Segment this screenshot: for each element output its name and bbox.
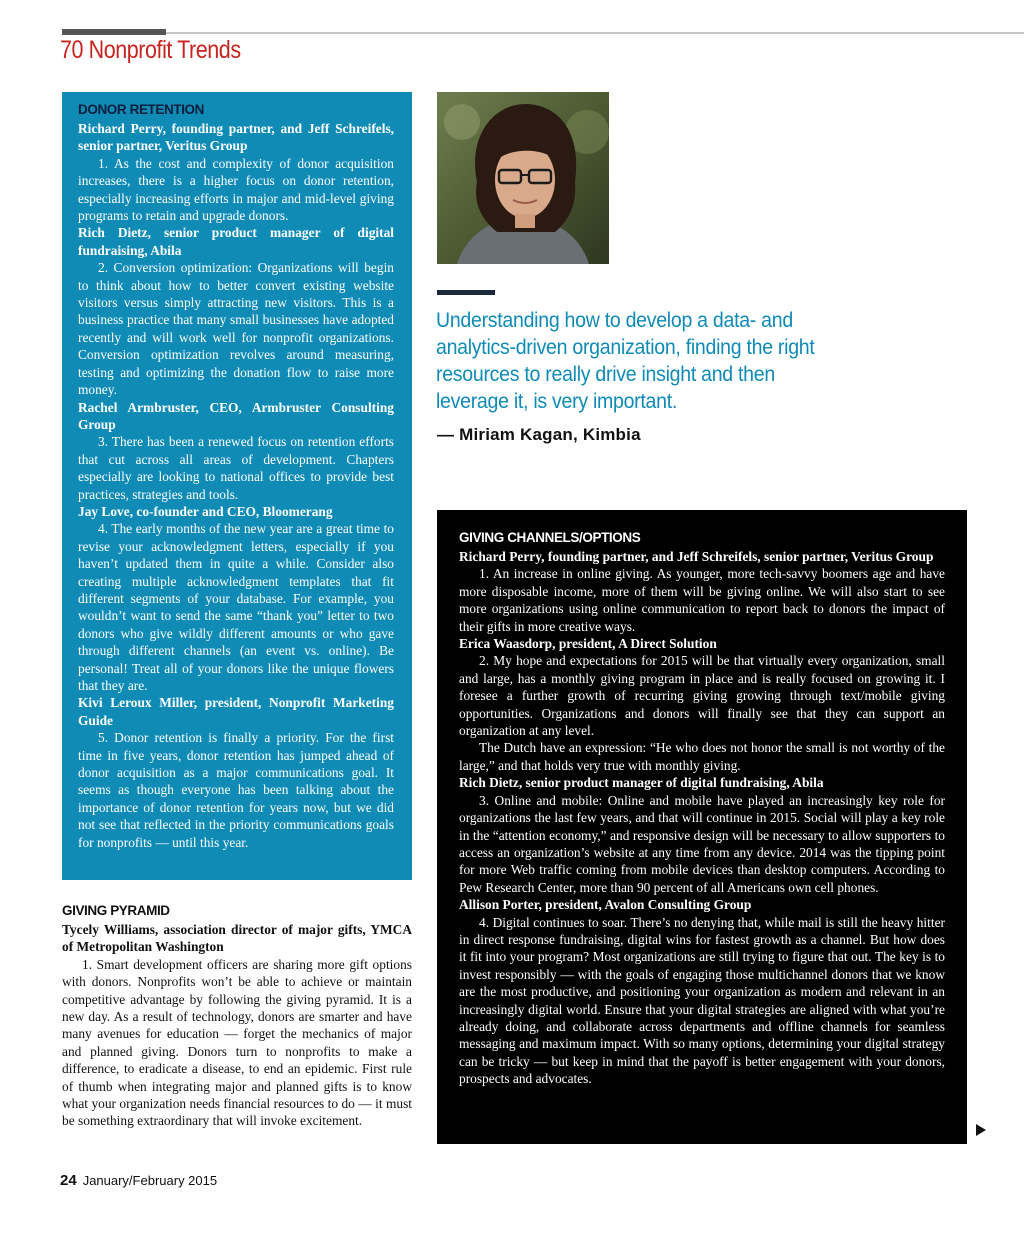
body-paragraph: 4. Digital continues to soar. There’s no denying that, while mail is still the heavy hitter in direct response fundraising, digital wins for fastest growth as a channel. But how does it fit into your program? Most organizations are still trying to figure that out. The key is to invest responsibly — with the goals of engaging those multichannel donors that we know are the most productive, and positioning your organization as modern and relevant in an increasingly digital world. Ensure that your digital strategies are aligned with what you’re already doing, and collaborate across departments and offline channels for seamless messaging and maximum impact. With so many options, determining your digital strategy can be tricky — but keep in mind that the payoff is better engagement with your donors, prospects and advocates. (459, 914, 945, 1087)
donor-retention-panel (62, 92, 412, 880)
speaker-line: Tycely Williams, association director of major gifts, YMCA of Metropolitan Washington (62, 922, 412, 955)
giving-channels-body (459, 548, 945, 1088)
body-paragraph: 2. My hope and expectations for 2015 will be that virtually every organization, small and large, has a monthly giving program in place and is really focused on growing it. I foresee a further growth of recurring giving growing through text/mobile giving opportunities. Organizations and donors will finally see that they can support an organization at any level. (459, 653, 945, 739)
portrait-image (437, 92, 609, 264)
body-paragraph: 3. There has been a renewed focus on retention efforts that cut across all areas of development. Chapters especially are looking to national offices to provide best practices, strategies and tools. (78, 434, 394, 502)
speaker-line: Allison Porter, president, Avalon Consulting Group (459, 897, 752, 913)
body-paragraph: 2. Conversion optimization: Organizations will begin to think about how to better convert existing website visitors versus simply attracting new visitors. This is a business practice that many small businesses have adopted recently and will work well for nonprofit organizations. Conversion optimization revolves around measuring, testing and optimizing the donation flow to raise more money. (78, 260, 394, 398)
speaker-line: Richard Perry, founding partner, and Jeff Schreifels, senior partner, Veritus Group (459, 549, 934, 564)
giving-channels-panel (437, 510, 967, 1144)
portrait-photo (437, 92, 609, 264)
speaker-line: Richard Perry, founding partner, and Jeff Schreifels, senior partner, Veritus Group (78, 121, 394, 154)
body-paragraph: 1. Smart development officers are sharing more gift options with donors. Nonprofits won’t be able to achieve or maintain competitive advantage by following the giving pyramid. It is a new day. As a result of technology, donors are smarter and have many avenues for education — forget the mechanics of major and planned giving. Donors turn to nonprofits to make a difference, to eradicate a disease, to end an epidemic. First rule of thumb when integrating major and planned gifts is to know what your organization needs financial resources to do — it must be something extraordinary that will invoke excitement. (62, 956, 412, 1129)
speaker-line: Rachel Armbruster, CEO, Armbruster Consulting Group (78, 399, 394, 432)
body-paragraph: 4. The early months of the new year are a great time to revise your acknowledgment letters, especially if you haven’t updated them in quite a while. Consider also creating multiple acknowledgment templates that fit different segments of your database. For example, you wouldn’t want to send the same “thank you” letter to two donors who give wildly different amounts or who gave through different channels (an event vs. online). Be personal! Treat all of your donors like the unique flowers that they are. (78, 521, 394, 693)
body-paragraph: 3. Online and mobile: Online and mobile have played an increasingly key role for organizations the last few years, and that will continue in 2015. Social will play a key role in the “attention economy,” and responsive design will be necessary to allow supporters to access an organization’s website at any time from any device. 2014 was the tipping point for more Web traffic coming from mobile devices than desktop computers. According to Pew Research Center, more than 90 percent of all Americans own cell phones. (459, 792, 945, 895)
speaker-line: Rich Dietz, senior product manager of digital fundraising, Abila (78, 225, 394, 258)
pull-quote: Understanding how to develop a data- and analytics-driven organization, finding the right resources to really drive insight and then leverage it, is very important. (436, 309, 815, 413)
page-footer (60, 1172, 217, 1189)
body-paragraph: 5. Donor retention is finally a priority. For the first time in five years, donor retention has jumped ahead of donor acquisition as a major communications goal. It seems as though everyone has been talking about the importance of donor retention for years now, but we did not see that reflected in the priority communications goals for nonprofits — until this year. (78, 730, 394, 850)
body-paragraph: 1. As the cost and complexity of donor acquisition increases, there is a higher focus on donor retention, especially increasing efforts in major and mid-level giving programs to retain and upgrade donors. (78, 155, 394, 224)
section-title: GIVING PYRAMID (62, 903, 170, 918)
section-title: GIVING CHANNELS/OPTIONS (459, 530, 641, 545)
issue-date: January/February 2015 (82, 1173, 218, 1188)
page-header-title: 70 Nonprofit Trends (60, 36, 241, 64)
pull-quote-author: — Miriam Kagan, Kimbia (437, 425, 641, 444)
body-paragraph: The Dutch have an expression: “He who does not honor the small is not worthy of the large,” and that holds very true with monthly giving. (459, 740, 945, 773)
speaker-line: Jay Love, co-founder and CEO, Bloomerang (78, 503, 333, 519)
body-paragraph: 1. An increase in online giving. As younger, more tech-savvy boomers age and have more disposable income, more of them will be giving online. We will also start to see more organizations using online communication to report back to donors the impact of their gifts in more creative ways. (459, 566, 945, 634)
header-rule-accent (62, 29, 166, 35)
speaker-line: Kivi Leroux Miller, president, Nonprofit Marketing Guide (78, 695, 394, 728)
speaker-line: Rich Dietz, senior product manager of digital fundraising, Abila (459, 775, 824, 791)
pull-quote-rule (437, 290, 495, 295)
giving-pyramid-section (62, 903, 412, 1130)
donor-retention-body (78, 120, 394, 851)
header-rule (62, 32, 1024, 34)
giving-pyramid-body (62, 921, 412, 1130)
page-number: 24 (60, 1172, 77, 1189)
section-title: DONOR RETENTION (78, 102, 205, 117)
continue-arrow-icon (976, 1124, 986, 1136)
speaker-line: Erica Waasdorp, president, A Direct Solution (459, 636, 717, 652)
